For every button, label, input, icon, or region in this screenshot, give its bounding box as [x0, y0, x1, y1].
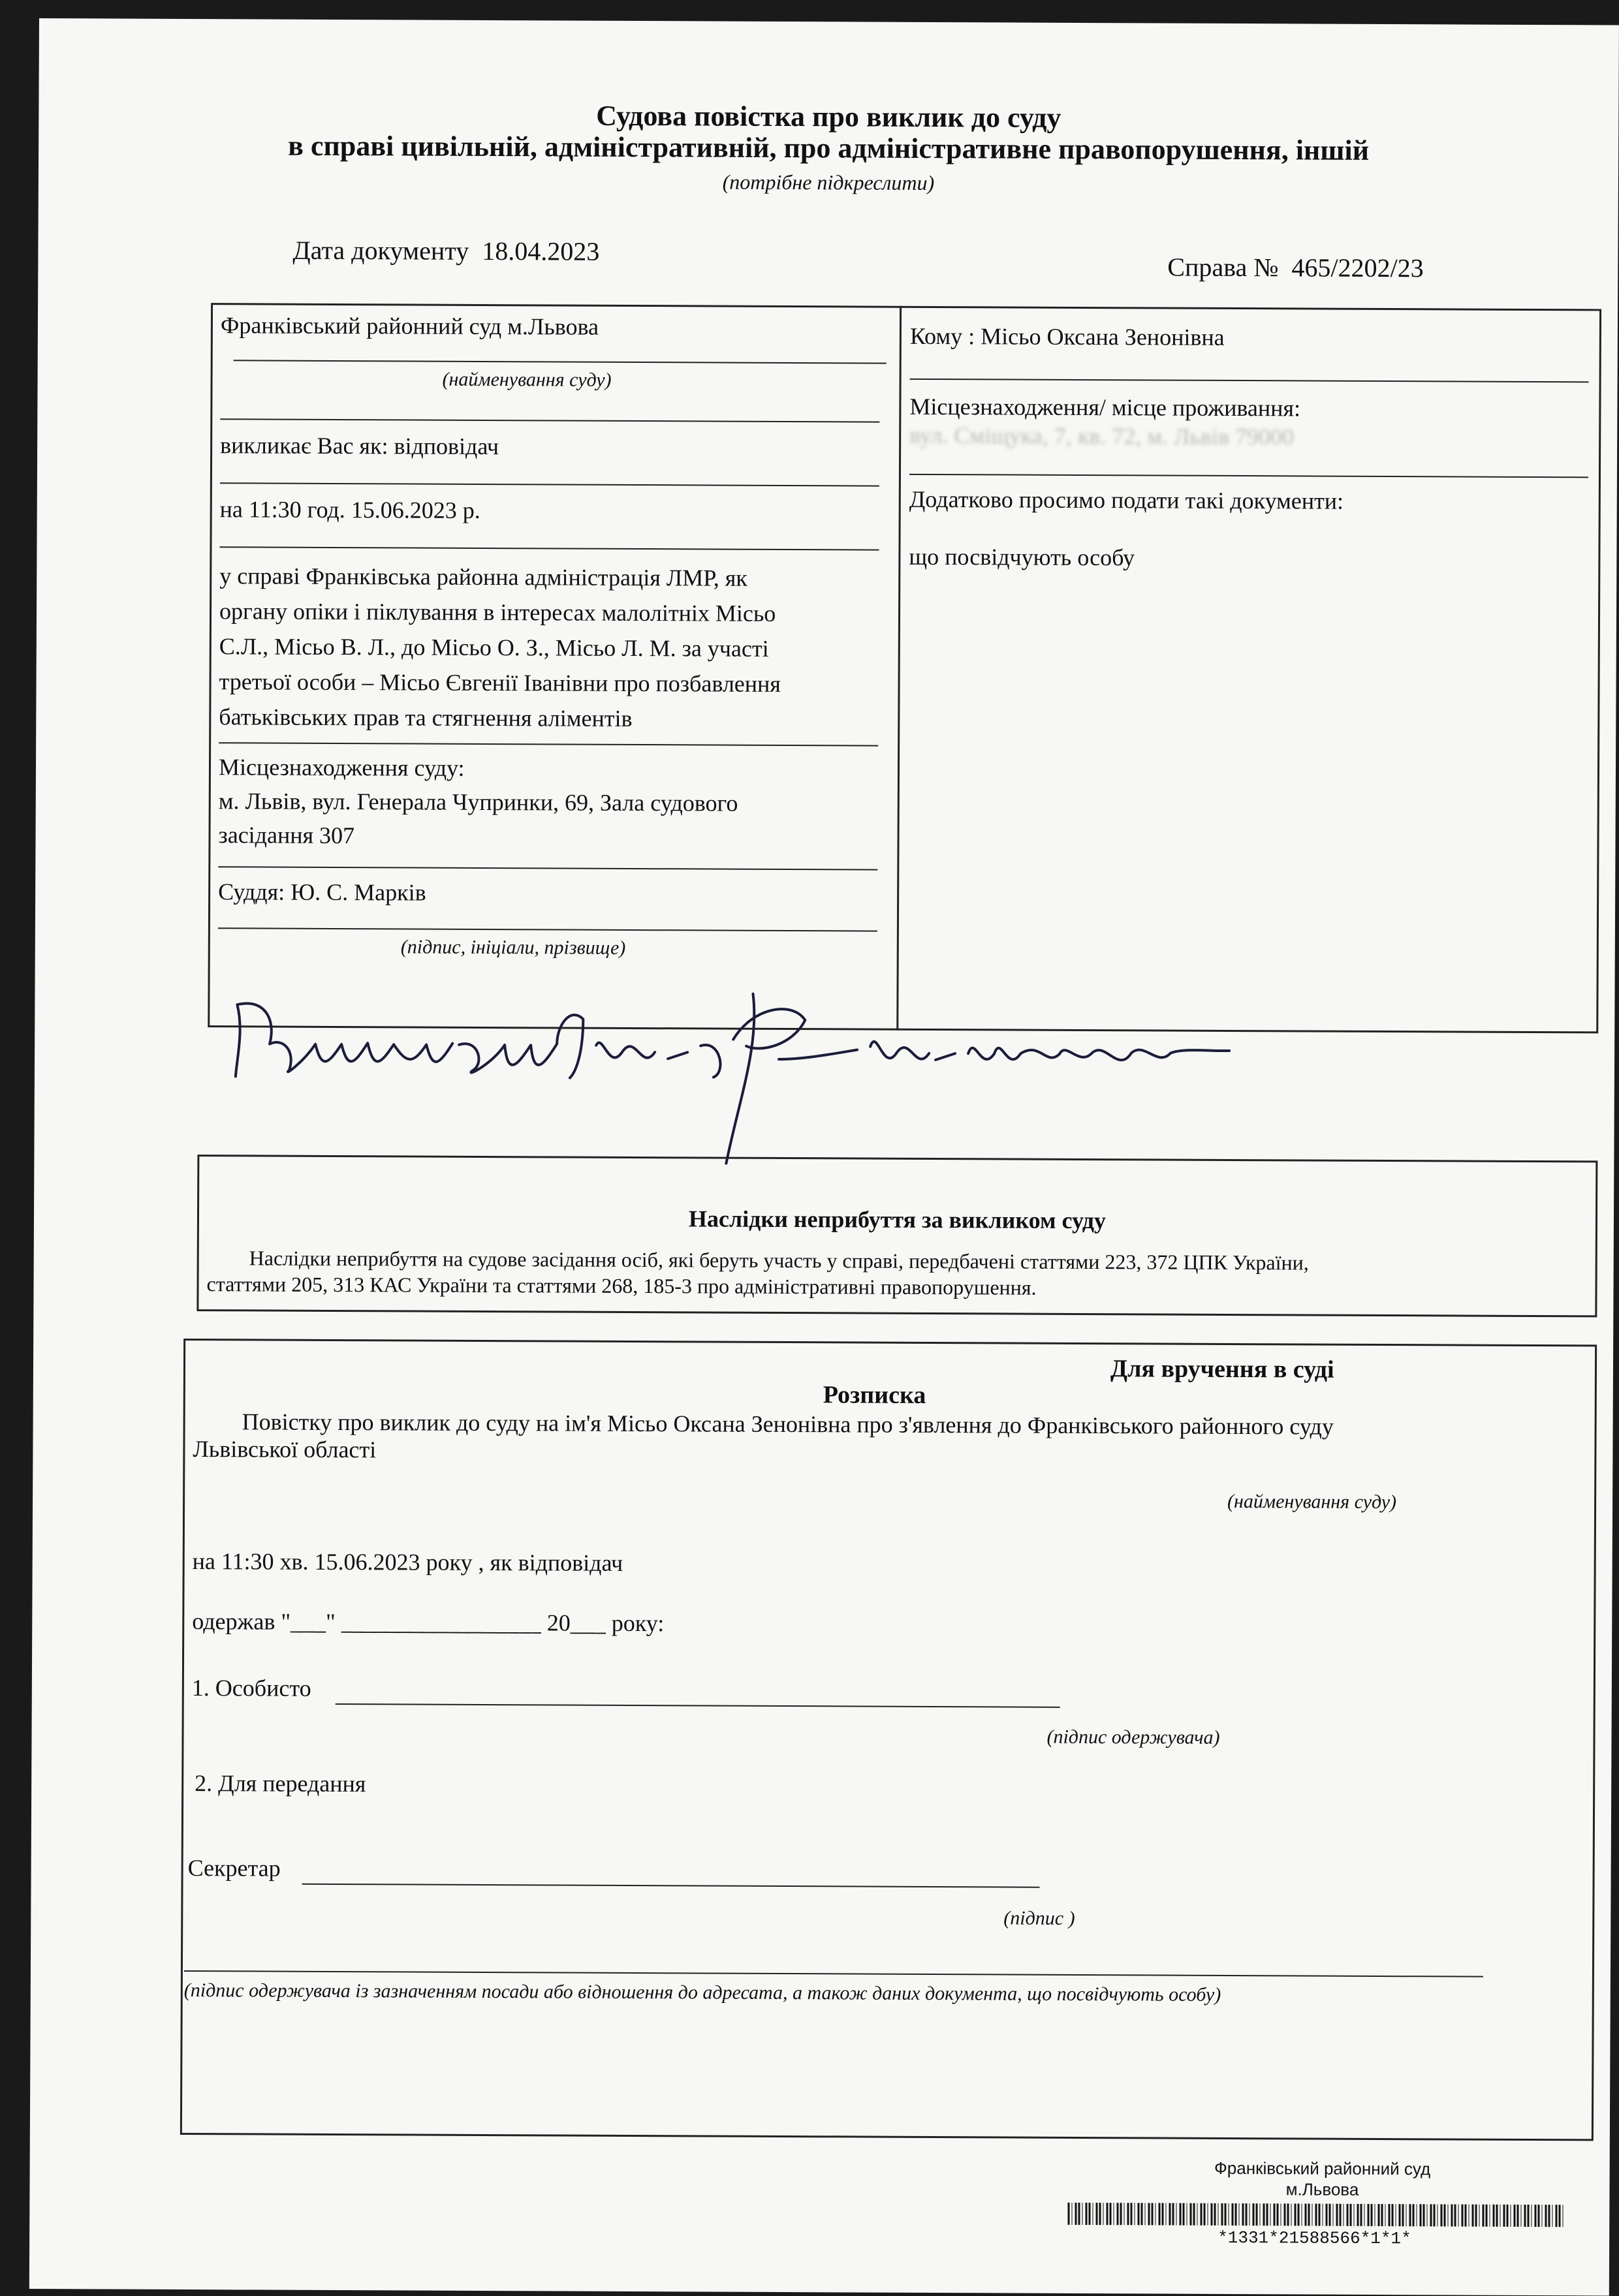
- consequences-line-1: Наслідки неприбуття на судове засідання осіб, які беруть участь у справі, передбачені статтями 223, 372 ЦПК України,: [249, 1246, 1309, 1275]
- received-date: одержав "___" _________________ 20___ року:: [192, 1608, 665, 1637]
- receipt-time: на 11:30 хв. 15.06.2023 року , як відповідач: [192, 1548, 623, 1576]
- hearing-time: на 11:30 год. 15.06.2023 р.: [219, 496, 480, 523]
- court-caption: (найменування суду): [442, 368, 612, 391]
- residence-value-redacted: вул. Сміщука, 7, кв. 72, м. Львів 79000: [909, 422, 1295, 450]
- transfer-label: 2. Для передання: [195, 1770, 366, 1797]
- court-name: Франківський районний суд м.Львова: [220, 312, 599, 340]
- receipt-line-2: Львівської області: [193, 1436, 377, 1463]
- consequences-title: Наслідки неприбуття за викликом суду: [688, 1205, 1107, 1234]
- receipt-title: Розписка: [823, 1381, 926, 1409]
- consequences-line-2: статтями 205, 313 КАС України та статтями 268, 185-3 про адміністративні правопорушення.: [206, 1272, 1037, 1299]
- secretary-label: Секретар: [187, 1855, 281, 1882]
- residence-label: Місцезнаходження/ місце проживання:: [909, 393, 1301, 422]
- case-number: [1167, 252, 1424, 284]
- judge-name: Суддя: Ю. С. Марків: [218, 878, 426, 906]
- receipt-box: [180, 1339, 1597, 2141]
- location-line: м. Львів, вул. Генерала Чупринки, 69, Зала судового: [218, 788, 738, 816]
- handwritten-signature: [217, 965, 1236, 1179]
- judge-caption: (підпис, ініціали, прізвище): [400, 936, 626, 959]
- location-label: Місцезнаходження суду:: [218, 754, 465, 781]
- location-line: засідання 307: [218, 822, 355, 849]
- title-subtitle: (потрібне підкреслити): [722, 170, 935, 194]
- documents-label: Додатково просимо подати такі документи:: [909, 486, 1344, 514]
- documents-value: що посвідчують особу: [909, 543, 1135, 571]
- court-stamp: [1178, 2158, 1466, 2201]
- barcode: [1067, 2203, 1564, 2227]
- case-description: [219, 558, 885, 737]
- title-line-1: Судова повістка про виклик до суду: [596, 99, 1061, 134]
- for-court-label: Для вручення в суді: [1110, 1355, 1334, 1384]
- case-desc-line: у справі Франківська районна адміністрація ЛМР, як: [219, 563, 747, 591]
- barcode-text: *1331*21588566*1*1*: [1218, 2227, 1411, 2249]
- document-date: [292, 235, 599, 267]
- footer-caption: (підпис одержувача із зазначенням посади або відношення до адресата, а також даних документа, що посвідчують особу): [183, 1979, 1221, 2006]
- case-desc-line: батьківських прав та стягнення аліментів: [219, 704, 633, 732]
- date-label: Дата документу: [292, 235, 469, 266]
- receipt-court-caption: (найменування суду): [1227, 1490, 1397, 1513]
- stamp-line-2: м.Львова: [1285, 2179, 1359, 2199]
- recipient: Кому : Місьо Оксана Зенонівна: [909, 322, 1225, 350]
- receipt-line-1: Повістку про виклик до суду на ім'я Місьо Оксана Зенонівна про з'явлення до Франківського районного суду: [242, 1408, 1334, 1440]
- title-line-2: в справі цивільній, адміністративній, про адміністративне правопорушення, іншій: [288, 129, 1370, 166]
- court-location: [218, 750, 738, 854]
- case-desc-line: третьої особи – Місьо Євгенії Іванівни про позбавлення: [219, 668, 781, 697]
- summons-as: викликає Вас як: відповідач: [220, 432, 499, 460]
- personally-label: 1. Особисто: [191, 1675, 311, 1701]
- date-value: 18.04.2023: [482, 236, 600, 266]
- case-label: Справа №: [1167, 252, 1279, 283]
- case-desc-line: органу опіки і піклування в інтересах малолітніх Місьо: [219, 598, 776, 627]
- recipient-signature-caption: (підпис одержувача): [1046, 1726, 1220, 1748]
- case-desc-line: С.Л., Місьо В. Л., до Місьо О. З., Місьо Л. М. за участі: [219, 633, 769, 662]
- secretary-signature-caption: (підпис ): [1003, 1907, 1075, 1929]
- stamp-line-1: Франківський районний суд: [1214, 2158, 1431, 2179]
- document-page: [29, 18, 1619, 2296]
- case-value: 465/2202/23: [1291, 253, 1424, 283]
